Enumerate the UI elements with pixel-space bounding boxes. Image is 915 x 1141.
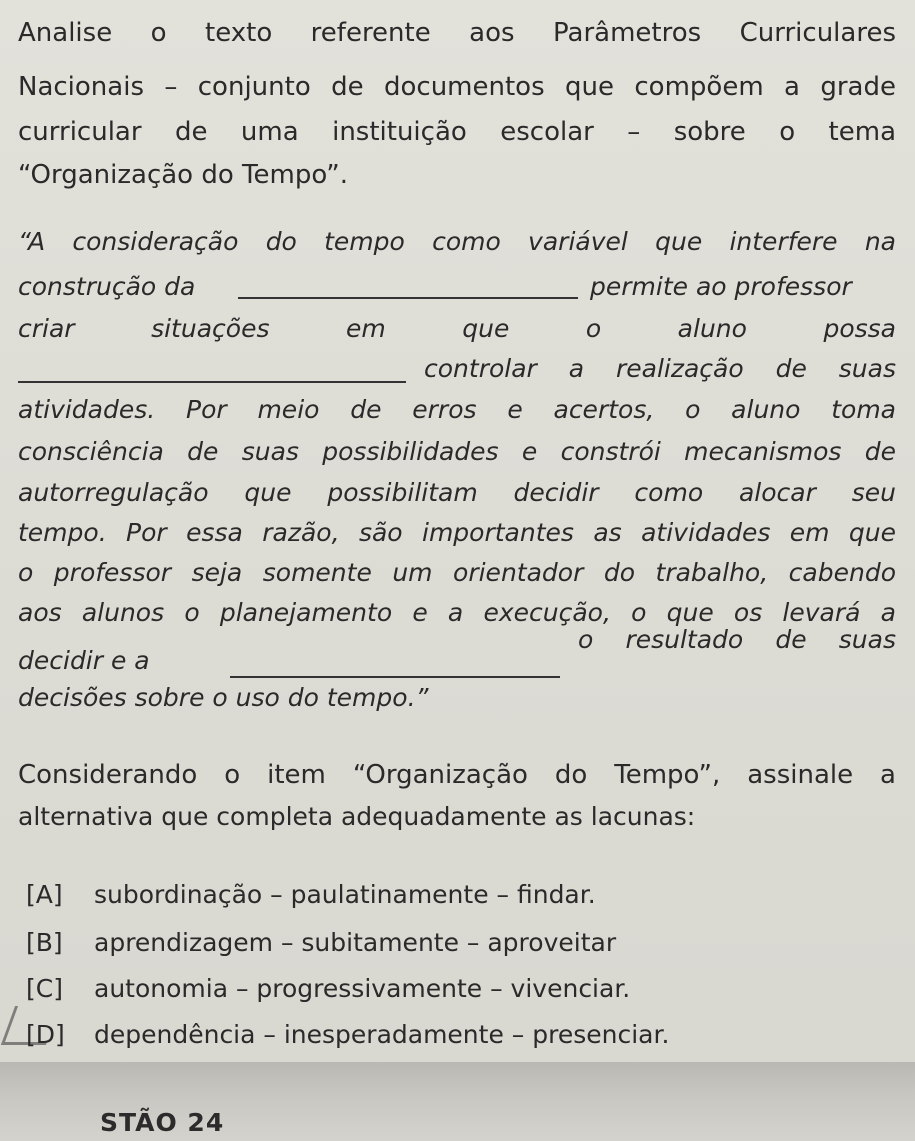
quote-line-7: autorregulação que possibilitam decidir como alocar seu xyxy=(18,478,896,507)
option-b-text: aprendizagem – subitamente – aproveitar xyxy=(94,928,617,957)
option-a-text: subordinação – paulatinamente – findar. xyxy=(94,880,596,909)
quote-line-12: decisões sobre o uso do tempo.” xyxy=(18,683,429,712)
next-question-heading: STÃO 24 xyxy=(100,1108,225,1137)
quote-line-10: aos alunos o planejamento e a execução, o que os levará a xyxy=(18,598,896,627)
blank-1 xyxy=(238,273,578,299)
option-c[interactable] xyxy=(26,974,630,1003)
question-line-1: Considerando o item “Organização do Tempo”, assinale a xyxy=(18,760,896,790)
intro-line-1: Analise o texto referente aos Parâmetros Curriculares xyxy=(18,18,896,48)
quote-line-3: criar situações em que o aluno possa xyxy=(18,314,896,343)
quote-line-4-end: controlar a realização de suas xyxy=(424,354,896,383)
intro-line-4: “Organização do Tempo”. xyxy=(18,160,349,190)
option-b[interactable] xyxy=(26,928,616,957)
quote-line-11-start: decidir e a xyxy=(18,646,150,675)
question-line-2: alternativa que completa adequadamente as lacunas: xyxy=(18,802,696,831)
blank-2 xyxy=(18,357,406,383)
option-a-label: [A] xyxy=(26,880,63,909)
option-c-text: autonomia – progressivamente – vivenciar. xyxy=(94,974,631,1003)
intro-line-2: Nacionais – conjunto de documentos que compõem a grade xyxy=(18,72,896,102)
option-c-label: [C] xyxy=(26,974,63,1003)
quote-line-1: “A consideração do tempo como variável que interfere na xyxy=(18,227,896,256)
quote-line-6: consciência de suas possibilidades e constrói mecanismos de xyxy=(18,437,896,466)
quote-line-9: o professor seja somente um orientador do trabalho, cabendo xyxy=(18,558,896,587)
quote-line-8: tempo. Por essa razão, são importantes as atividades em que xyxy=(18,518,896,547)
quote-line-2-end: permite ao professor xyxy=(590,272,852,301)
option-b-label: [B] xyxy=(26,928,63,957)
quote-line-5: atividades. Por meio de erros e acertos, o aluno toma xyxy=(18,395,896,424)
intro-line-3: curricular de uma instituição escolar – sobre o tema xyxy=(18,117,896,147)
quote-line-2-start: construção da xyxy=(18,272,196,301)
option-d-text: dependência – inesperadamente – presenciar. xyxy=(94,1020,670,1049)
option-d[interactable] xyxy=(26,1020,669,1049)
blank-3 xyxy=(230,652,560,678)
option-a[interactable] xyxy=(26,880,596,909)
option-d-label: [D] xyxy=(26,1020,65,1049)
quote-line-11-end: o resultado de suas xyxy=(578,625,896,654)
